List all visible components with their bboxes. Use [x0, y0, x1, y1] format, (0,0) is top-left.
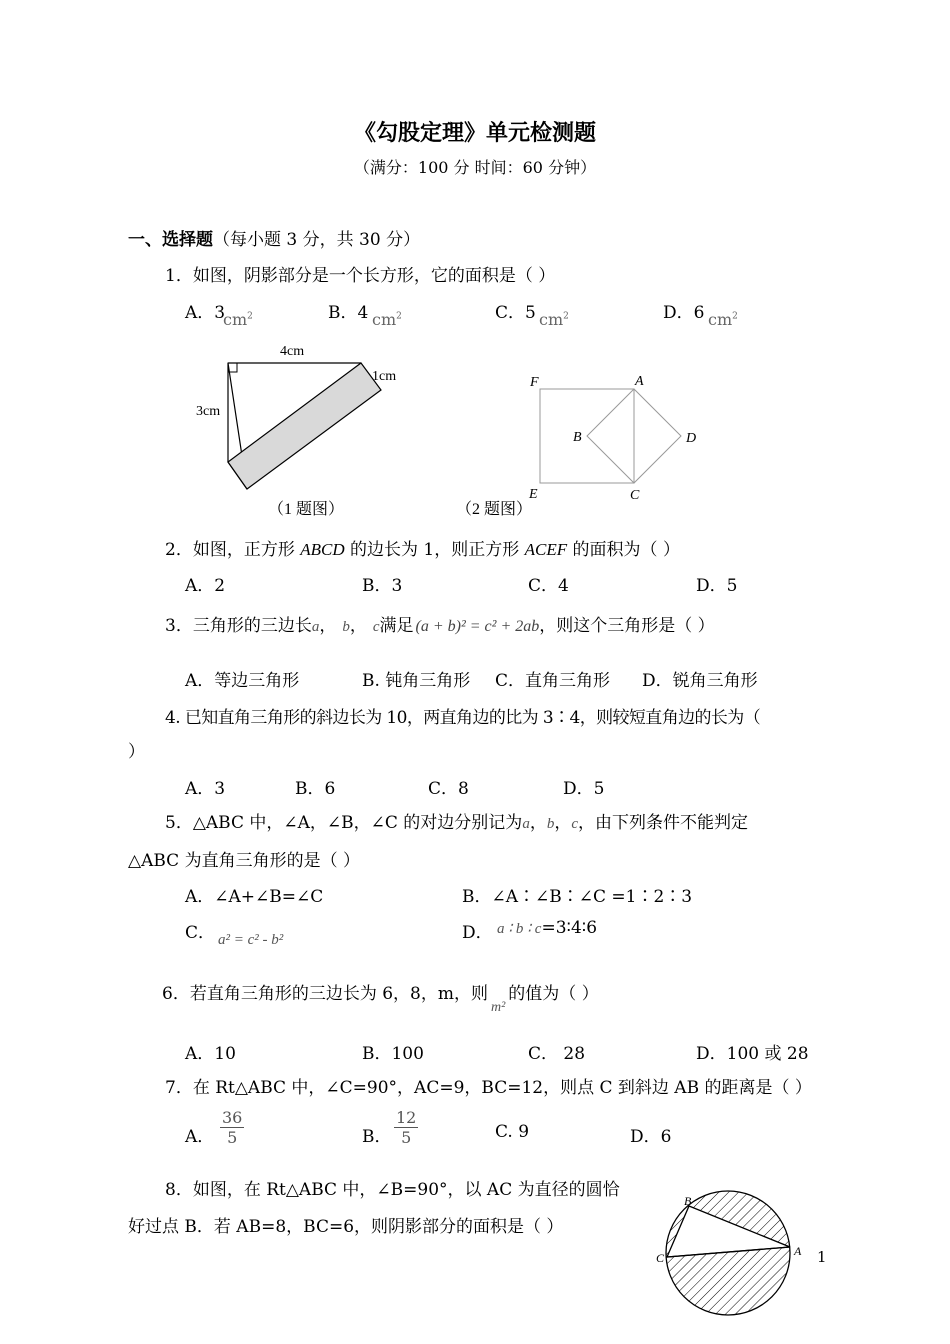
fig1-label-top: 4cm: [280, 344, 305, 359]
q2-option-c: C．4: [528, 576, 569, 596]
q2-name1: ABCD: [300, 540, 345, 559]
q3-sat: 满足: [379, 616, 414, 636]
q3-option-b: B. 钝角三角形: [362, 671, 471, 691]
q3-post: ，则这个三角形是（ ）: [539, 616, 715, 636]
q7-option-a-label: A．: [185, 1127, 215, 1147]
unit: cm: [539, 310, 564, 329]
q4-option-a: A．3: [185, 779, 226, 799]
q1-option-b: B．4: [328, 303, 369, 323]
var-c: c: [372, 619, 380, 635]
section-head: 一、选择题: [128, 230, 213, 250]
q3-formula: (a + b)² = c² + 2ab: [415, 618, 540, 635]
question-4-line1: 4. 已知直角三角形的斜边长为 10，两直角边的比为 3∶4，则较短直角边的长为（: [165, 708, 761, 728]
q2-mid: 的边长为 1，则正方形: [344, 540, 525, 560]
label-b: B: [573, 430, 582, 445]
unit-sup: 2: [396, 311, 402, 322]
question-8-line1: 8．如图，在 Rt△ABC 中，∠B=90°，以 AC 为直径的圆恰: [165, 1180, 620, 1200]
question-5-line2: △ABC 为直角三角形的是（ ）: [128, 851, 360, 871]
q3-pre: 3．三角形的三边长: [165, 616, 312, 636]
var-b: b: [342, 619, 350, 635]
q5-post: ，由下列条件不能判定: [577, 813, 748, 833]
unit-sup: 2: [563, 311, 569, 322]
unit-sup: 2: [247, 311, 253, 322]
question-5-line1: 5．△ABC 中，∠A，∠B，∠C 的对边分别记为a，b，c，由下列条件不能判定: [165, 813, 748, 833]
q6-pre: 6．若直角三角形的三边长为 6，8，m，则: [162, 984, 488, 1004]
fig1-label-right: 1cm: [372, 369, 397, 384]
ratio-value: =3∶4∶6: [541, 918, 598, 938]
question-8-line2: 好过点 B．若 AB=8，BC=6，则阴影部分的面积是（ ）: [128, 1217, 564, 1237]
exam-info: （满分：100 分 时间：60 分钟）: [353, 158, 597, 177]
question-1-stem: 1．如图，阴影部分是一个长方形，它的面积是（ ）: [165, 266, 556, 286]
q4-option-c: C．8: [428, 779, 469, 799]
q2-option-a: A．2: [185, 576, 226, 596]
var-b: b: [546, 816, 555, 832]
question-4-line2: ）: [128, 742, 145, 762]
q6-option-d: D．100 或 28: [696, 1044, 809, 1064]
q2-post: 的面积为（ ）: [567, 540, 680, 560]
label-f: F: [530, 375, 539, 390]
q6-option-b: B．100: [362, 1044, 424, 1064]
q6-option-c: C． 28: [528, 1044, 586, 1064]
label-c: C: [630, 488, 640, 503]
unit: cm: [708, 310, 733, 329]
page-number: 1: [817, 1248, 827, 1266]
unit-sup: 2: [732, 311, 738, 322]
question-3-stem: 3．三角形的三边长a， b， c满足 (a + b)² = c² + 2ab，则这个三角形是（ ）: [165, 616, 715, 636]
label-c: C: [656, 1251, 665, 1265]
label-a: A: [635, 374, 644, 389]
label-e: E: [529, 487, 538, 502]
q1-option-d: D．6: [663, 303, 705, 323]
q2-option-d: D．5: [696, 576, 738, 596]
q7-option-c: C. 9: [495, 1122, 530, 1142]
q3-option-a: A．等边三角形: [185, 671, 300, 691]
q7-option-d: D．6: [630, 1127, 672, 1147]
denominator: 5: [401, 1128, 412, 1147]
var-a: a: [522, 816, 530, 832]
section-note: （每小题 3 分，共 30 分）: [213, 230, 421, 250]
q1-option-c: C．5: [495, 303, 536, 323]
numerator: 12: [396, 1108, 417, 1127]
var-a: a: [311, 619, 320, 635]
var-c: c: [571, 816, 578, 832]
numerator: 36: [222, 1108, 243, 1127]
q4-option-d: D．5: [563, 779, 605, 799]
q4-option-b: B．6: [295, 779, 336, 799]
q5-option-d-label: D．: [462, 923, 493, 943]
q6-m-squared: m²: [490, 1000, 506, 1015]
fig1-caption: （1 题图）: [268, 501, 345, 518]
label-a: A: [794, 1244, 802, 1258]
q5-option-a: A．∠A+∠B=∠C: [185, 887, 324, 907]
q2-pre: 2．如图，正方形: [165, 540, 301, 560]
q3-option-c: C．直角三角形: [495, 671, 611, 691]
opt-label: A．3: [185, 303, 226, 323]
q5-option-b: B．∠A∶∠B∶∠C =1∶2∶3: [462, 887, 693, 907]
fig1-label-left: 3cm: [196, 404, 221, 419]
q5-option-c-label: C．: [185, 923, 216, 943]
q7-option-b-label: B．: [362, 1127, 392, 1147]
page-title: 《勾股定理》单元检测题: [353, 120, 596, 146]
question-7-stem: 7．在 Rt△ABC 中，∠C=90°，AC=9，BC=12，则点 C 到斜边 AB 的距离是（ ）: [165, 1078, 812, 1098]
denominator: 5: [227, 1128, 238, 1147]
unit: cm: [372, 310, 397, 329]
q2-option-b: B．3: [362, 576, 403, 596]
q6-option-a: A．10: [185, 1044, 236, 1064]
q6-post: 的值为（ ）: [508, 984, 599, 1004]
formula: a² = c² - b²: [218, 932, 284, 948]
label-d: D: [686, 431, 697, 446]
fig2-caption: （2 题图）: [456, 501, 533, 518]
q5-pre: 5．△: [165, 813, 206, 833]
q5-rest: ABC 中，∠A，∠B，∠C 的对边分别记为: [205, 813, 523, 833]
q3-option-d: D．锐角三角形: [642, 671, 758, 691]
unit: cm: [223, 310, 248, 329]
ratio: a ∶ b ∶ c: [497, 921, 542, 937]
label-b: B: [684, 1194, 692, 1208]
q2-name2: ACEF: [524, 540, 568, 559]
